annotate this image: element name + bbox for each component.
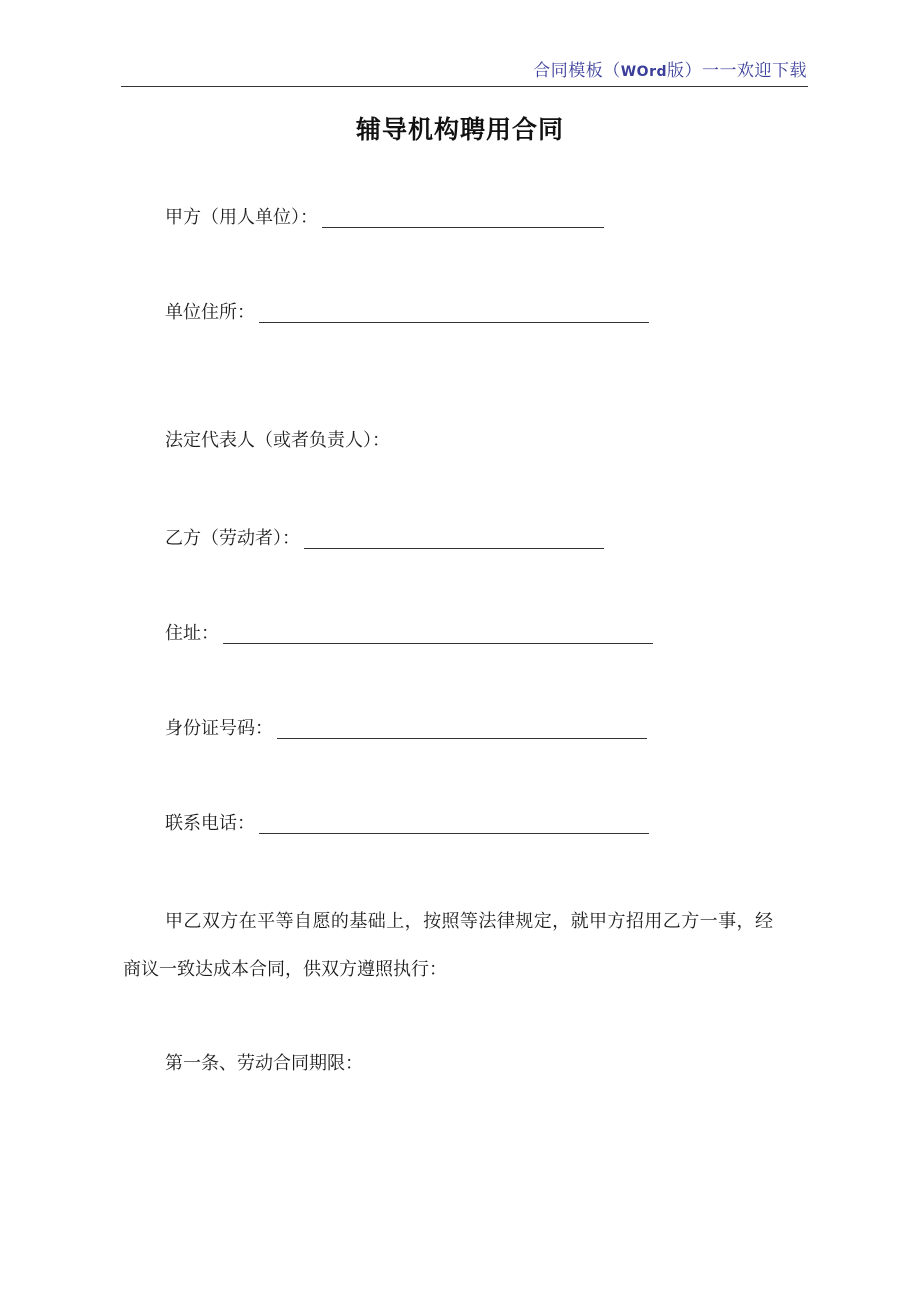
field-phone xyxy=(165,812,649,836)
field-unit-address xyxy=(165,301,649,325)
header-template-tag xyxy=(533,56,807,81)
field-unit-address-label: 单位住所： xyxy=(165,302,255,323)
field-id-number-blank[interactable] xyxy=(277,738,647,739)
intro-paragraph: 甲乙双方在平等自愿的基础上，按照等法律规定，就甲方招用乙方一事，经商议一致达成本合同，供双方遵照执行： xyxy=(123,911,773,980)
field-id-number-label: 身份证号码： xyxy=(165,718,273,739)
section-1-heading: 第一条、劳动合同期限： xyxy=(165,1053,363,1074)
field-id-number xyxy=(165,717,647,741)
field-party-a-label: 甲方（用人单位）： xyxy=(165,207,318,228)
field-legal-representative-label: 法定代表人（或者负责人）： xyxy=(165,430,390,451)
header-tag-word: WOrd xyxy=(620,64,667,80)
field-residence-label: 住址： xyxy=(165,623,219,644)
field-party-b-label: 乙方（劳动者）： xyxy=(165,528,300,549)
field-residence-blank[interactable] xyxy=(223,643,653,644)
field-party-a xyxy=(165,206,604,230)
header-tag-prefix: 合同模板（ xyxy=(533,61,621,81)
field-phone-label: 联系电话： xyxy=(165,813,255,834)
field-party-a-blank[interactable] xyxy=(322,227,604,228)
field-legal-representative xyxy=(165,429,390,453)
document-title: 辅导机构聘用合同 xyxy=(355,115,564,144)
field-unit-address-blank[interactable] xyxy=(259,322,649,323)
field-phone-blank[interactable] xyxy=(259,833,649,834)
field-party-b-blank[interactable] xyxy=(304,548,604,549)
header-divider xyxy=(121,86,808,87)
field-residence xyxy=(165,622,653,646)
field-party-b xyxy=(165,527,604,551)
header-tag-suffix: 版）一一欢迎下载 xyxy=(667,61,807,81)
